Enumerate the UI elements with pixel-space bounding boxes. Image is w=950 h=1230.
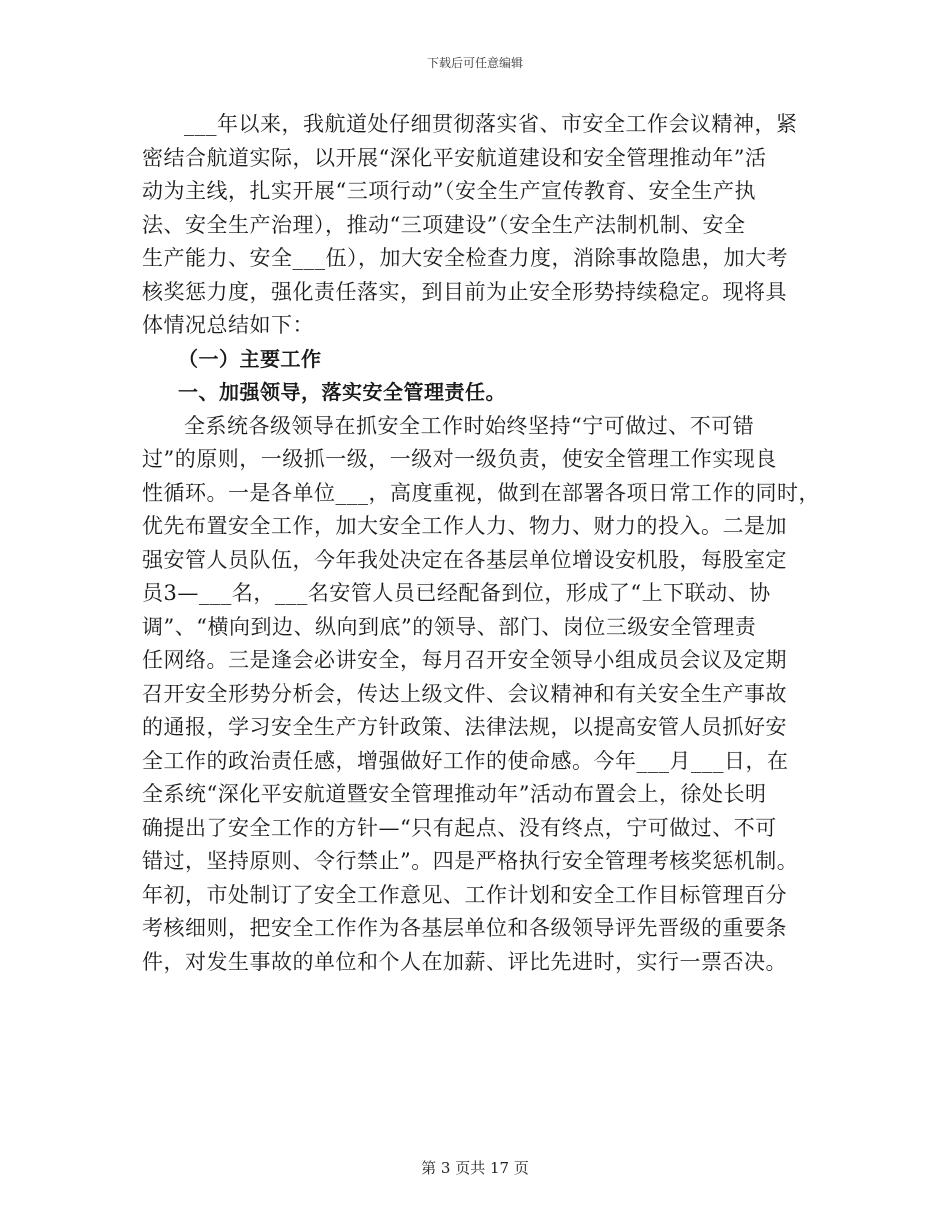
document-body	[142, 108, 822, 979]
section-heading: （一）主要工作	[178, 346, 322, 371]
paragraph-line: 确提出了安全工作的方针—“只有起点、没有终点，宁可做过、不可	[142, 815, 777, 840]
paragraph-line: 生产能力、安全___伍），加大安全检查力度，消除事故隐患，加大考	[142, 246, 788, 270]
paragraph-line: 错过，坚持原则、令行禁止”。四是严格执行安全管理考核奖惩机制。	[142, 849, 799, 873]
paragraph-line: 强安管人员队伍，今年我处决定在各基层单位增设安机股，每股室定	[142, 547, 787, 572]
subsection-heading: 一、加强领导，落实安全管理责任。	[178, 380, 506, 404]
paragraph-line: 体情况总结如下：	[142, 313, 314, 337]
paragraph-line: 动为主线，扎实开展“三项行动”（安全生产宣传教育、安全生产执	[142, 179, 756, 203]
paragraph-line: 优先布置安全工作，加大安全工作人力、物力、财力的投入。二是加	[142, 514, 787, 538]
paragraph-line: 召开安全形势分析会，传达上级文件、会议精神和有关安全生产事故	[142, 681, 787, 706]
paragraph-line: 密结合航道实际，以开展“深化平安航道建设和安全管理推动年”活	[142, 145, 767, 170]
paragraph-line: 件，对发生事故的单位和个人在加薪、评比先进时，实行一票否决。	[142, 949, 787, 974]
paragraph-line: 年初，市处制订了安全工作意见、工作计划和安全工作目标管理百分	[142, 882, 787, 907]
paragraph-line: 的通报，学习安全生产方针政策、法律法规，以提高安管人员抓好安	[142, 715, 787, 739]
paragraph-line: 考核细则，把安全工作作为各基层单位和各级领导评先晋级的重要条	[142, 916, 787, 940]
paragraph-line: 调”、“横向到边、纵向到底”的领导、部门、岗位三级安全管理责	[142, 614, 757, 639]
page-number-footer: 第 3 页共 17 页	[421, 1159, 529, 1177]
paragraph-line: 任网络。三是逢会必讲安全，每月召开安全领导小组成员会议及定期	[142, 648, 787, 672]
paragraph-line: 员3—___名，___名安管人员已经配备到位，形成了“上下联动、协	[142, 581, 771, 605]
paragraph-line: ___年以来，我航道处仔细贯彻落实省、市安全工作会议精神，紧	[184, 112, 798, 136]
paragraph-line: 全工作的政治责任感，增强做好工作的使命感。今年___月___日，在	[142, 748, 789, 773]
paragraph-line: 性循环。一是各单位___，高度重视，做到在部署各项日常工作的同时，	[142, 480, 820, 505]
paragraph-line: 全系统“深化平安航道暨安全管理推动年”活动布置会上，徐处长明	[142, 782, 767, 806]
paragraph-line: 核奖惩力度，强化责任落实，到目前为止安全形势持续稳定。现将具	[142, 279, 787, 304]
paragraph-line: 全系统各级领导在抓安全工作时始终坚持“宁可做过、不可错	[184, 413, 755, 438]
paragraph-line: 法、安全生产治理），推动“三项建设”（安全生产法制机制、安全	[142, 212, 746, 237]
page-header: 下载后可任意编辑	[426, 56, 523, 70]
paragraph-line: 过”的原则，一级抓一级，一级对一级负责，使安全管理工作实现良	[142, 447, 777, 471]
